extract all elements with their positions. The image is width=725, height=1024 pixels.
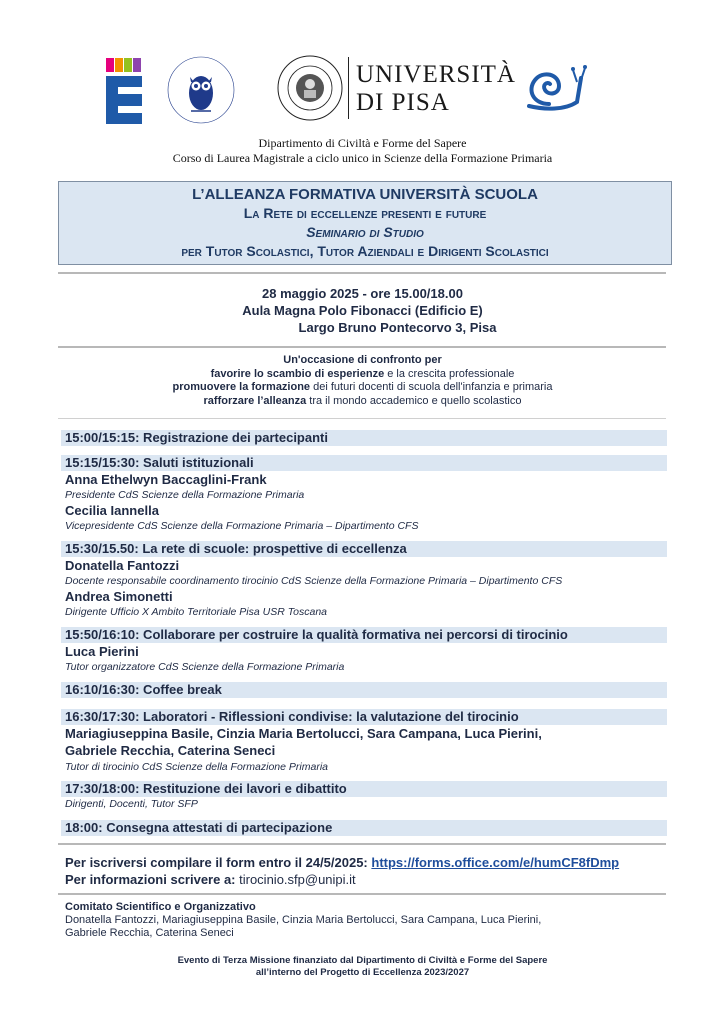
title-line1: L’ALLEANZA FORMATIVA UNIVERSITÀ SCUOLA [192, 186, 538, 203]
speaker-name: Luca Pierini [65, 644, 139, 659]
event-info [0, 285, 725, 336]
title-box [58, 181, 672, 265]
university-name-line1: UNIVERSITÀ [356, 61, 516, 88]
aims [0, 354, 725, 408]
speaker-name: Donatella Fantozzi [65, 558, 180, 573]
title-line3: Seminario di Studio [306, 224, 424, 240]
speaker-name: Gabriele Recchia, Caterina Seneci [65, 743, 276, 758]
event-address: Largo Bruno Pontecorvo 3, Pisa [298, 320, 497, 335]
slot-discussion: 17:30/18:00: Restituzione dei lavori e dibattito [65, 781, 347, 796]
speaker-role: Tutor di tirocinio CdS Scienze della Formazione Primaria [65, 761, 328, 773]
divider [58, 418, 666, 419]
slot-school-network: 15:30/15.50: La rete di scuole: prospettive di eccellenza [65, 541, 407, 556]
speaker-role: Dirigente Ufficio X Ambito Territoriale Pisa USR Toscana [65, 606, 328, 618]
university-name [356, 61, 516, 117]
speaker-name: Andrea Simonetti [65, 589, 173, 604]
speaker-role: Presidente CdS Scienze della Formazione Primaria [65, 489, 305, 501]
committee-members-line1: Donatella Fantozzi, Mariagiuseppina Basile, Cinzia Maria Bertolucci, Sara Campana, Luca Pierini, [65, 914, 542, 926]
registration-form-link[interactable]: https://forms.office.com/e/humCF8fDmp [371, 855, 620, 870]
slot-coffee-break: 16:10/16:30: Coffee break [65, 682, 222, 697]
department-name: Dipartimento di Civiltà e Forme del Sapere [258, 136, 467, 150]
divider [58, 346, 666, 348]
aim-2-bold: promuovere la formazione [172, 381, 311, 393]
logo-divider [348, 57, 349, 119]
speaker-name: Mariagiuseppina Basile, Cinzia Maria Bertolucci, Sara Campana, Luca Pierini, [65, 726, 542, 741]
owl-logo [166, 55, 236, 125]
committee-members-line2: Gabriele Recchia, Caterina Seneci [65, 927, 234, 939]
department-e-logo [106, 58, 144, 124]
event-venue: Aula Magna Polo Fibonacci (Edificio E) [242, 303, 483, 318]
footer-line1: Evento di Terza Missione finanziato dal Dipartimento di Civiltà e Forme del Sapere [177, 955, 548, 966]
slot-workshops: 16:30/17:30: Laboratori - Riflessioni condivise: la valutazione del tirocinio [65, 709, 519, 724]
footer-line2: all’interno del Progetto di Eccellenza 2023/2027 [255, 967, 470, 978]
slot-registration: 15:00/15:15: Registrazione dei partecipanti [65, 430, 328, 445]
footer [0, 955, 725, 979]
aims-intro: Un'occasione di confronto per [283, 354, 442, 366]
event-date: 28 maggio 2025 - ore 15.00/18.00 [262, 286, 463, 301]
speaker-role: Docente responsabile coordinamento tirocinio CdS Scienze della Formazione Primaria – Dipartimento CFS [65, 575, 563, 587]
title-line4: per Tutor Scolastici, Tutor Aziendali e Dirigenti Scolastici [181, 243, 549, 259]
snail-logo [515, 58, 595, 124]
committee-heading: Comitato Scientifico e Organizzativo [65, 901, 256, 913]
speaker-name: Cecilia Iannella [65, 503, 159, 518]
committee [65, 901, 541, 940]
department-header [0, 136, 725, 166]
aim-1-rest: e la crescita professionale [384, 367, 515, 380]
university-seal-logo [276, 54, 344, 122]
course-name: Corso di Laurea Magistrale a ciclo unico in Scienze della Formazione Primaria [172, 151, 553, 165]
speaker-role: Dirigenti, Docenti, Tutor SFP [65, 798, 198, 810]
slot-greetings: 15:15/15:30: Saluti istituzionali [65, 455, 254, 470]
title-line2: La Rete di eccellenze presenti e future [243, 205, 487, 221]
registration [65, 854, 619, 888]
speaker-name: Anna Ethelwyn Baccaglini-Frank [65, 472, 267, 487]
contact-email[interactable]: tirocinio.sfp@unipi.it [239, 872, 356, 887]
speaker-role: Vicepresidente CdS Scienze della Formazione Primaria – Dipartimento CFS [65, 520, 419, 532]
university-name-line2: DI PISA [356, 89, 450, 116]
divider [58, 272, 666, 274]
registration-label: Per iscriversi compilare il form entro il 24/5/2025: [65, 855, 372, 870]
divider [58, 843, 666, 845]
aim-3-bold: rafforzare l’alleanza [203, 394, 307, 407]
info-label: Per informazioni scrivere a: [65, 872, 240, 887]
speaker-role: Tutor organizzatore CdS Scienze della Formazione Primaria [65, 661, 345, 673]
aim-1-bold: favorire lo scambio di esperienze [210, 367, 385, 380]
divider [58, 893, 666, 895]
slot-certificates: 18:00: Consegna attestati di partecipazione [65, 820, 333, 835]
slot-collaboration: 15:50/16:10: Collaborare per costruire la qualità formativa nei percorsi di tirocinio [65, 627, 568, 642]
aim-3-rest: tra il mondo accademico e quello scolastico [306, 394, 522, 407]
aim-2-rest: dei futuri docenti di scuola dell'infanzia e primaria [310, 381, 553, 393]
